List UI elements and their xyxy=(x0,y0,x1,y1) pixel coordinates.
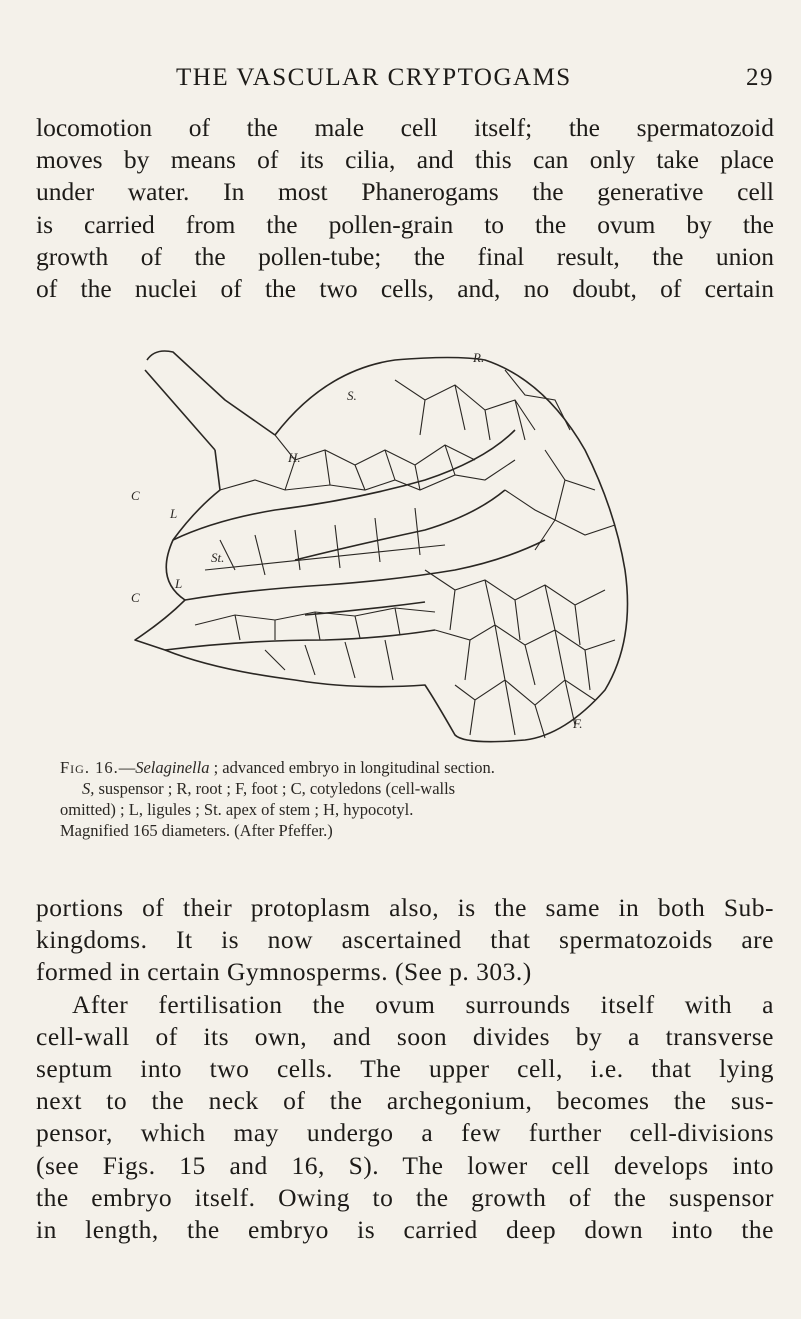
text-line: portions of their protoplasm also, is the same in both Sub- xyxy=(36,893,774,922)
page-number: 29 xyxy=(746,64,774,91)
figure-number: Fig. 16. xyxy=(60,758,119,777)
text-line: growth of the pollen-tube; the final result, the union xyxy=(36,241,774,271)
label-R: R. xyxy=(473,350,485,365)
label-S: S. xyxy=(347,388,357,403)
text-line: septum into two cells. The upper cell, i.e. that lying xyxy=(36,1054,774,1084)
label-St: St. xyxy=(211,550,225,565)
embryo-outline xyxy=(135,358,628,742)
text-line: the embryo itself. Owing to the growth of the suspensor xyxy=(36,1182,774,1212)
text-line: next to the neck of the archegonium, becomes the sus- xyxy=(36,1086,774,1116)
paragraph-top xyxy=(36,112,774,305)
caption-line xyxy=(60,778,700,799)
embryo-drawing xyxy=(125,340,685,755)
label-F: F. xyxy=(573,716,583,731)
text-line: under water. In most Phanerogams the generative cell xyxy=(36,177,774,207)
text-line: cell-wall of its own, and soon divides by a transverse xyxy=(36,1021,774,1051)
label-L-upper: L xyxy=(170,506,178,521)
text-line: moves by means of its cilia, and this can only take place xyxy=(36,145,774,175)
text-line: in length, the embryo is carried deep down into the xyxy=(36,1215,774,1245)
label-H: H. xyxy=(288,450,301,465)
caption-line: Magnified 165 diameters. (After Pfeffer.) xyxy=(60,821,333,840)
label-L-lower: L xyxy=(175,576,183,591)
caption-line: omitted) ; L, ligules ; St. apex of stem ; H, hypocotyl. xyxy=(60,800,414,819)
figure-caption xyxy=(60,757,700,841)
text-line: kingdoms. It is now ascertained that spermatozoids are xyxy=(36,925,774,955)
genus-name: Selaginella xyxy=(135,758,210,777)
text-line: After fertilisation the ovum surrounds itself with a xyxy=(72,989,774,1019)
text-line: formed in certain Gymnosperms. (See p. 303.) xyxy=(36,957,532,987)
caption-text: ; advanced embryo in longitudinal section. xyxy=(213,758,495,777)
embryo-illustration xyxy=(125,340,685,755)
suspensor-outline xyxy=(147,351,275,435)
running-title: THE VASCULAR CRYPTOGAMS xyxy=(176,64,572,91)
caption-text: suspensor ; R, root ; F, foot ; C, cotyledons (cell-walls xyxy=(98,779,456,798)
text-line: locomotion of the male cell itself; the spermatozoid xyxy=(36,113,774,142)
text-line: (see Figs. 15 and 16, S). The lower cell develops into xyxy=(36,1150,774,1180)
caption-line: Fig. 16.—Selaginella ; advanced embryo in longitudinal section. xyxy=(60,758,495,777)
text-line: of the nuclei of the two cells, and, no doubt, of certain xyxy=(36,274,774,304)
text-line: pensor, which may undergo a few further cell-divisions xyxy=(36,1118,774,1148)
running-header xyxy=(36,64,774,98)
label-C-upper: C xyxy=(131,488,140,503)
label-C-lower: C xyxy=(131,590,140,605)
caption-symbol: S, xyxy=(82,779,95,798)
text-line: is carried from the pollen-grain to the ovum by the xyxy=(36,209,774,239)
paragraph-bottom xyxy=(36,892,774,1246)
